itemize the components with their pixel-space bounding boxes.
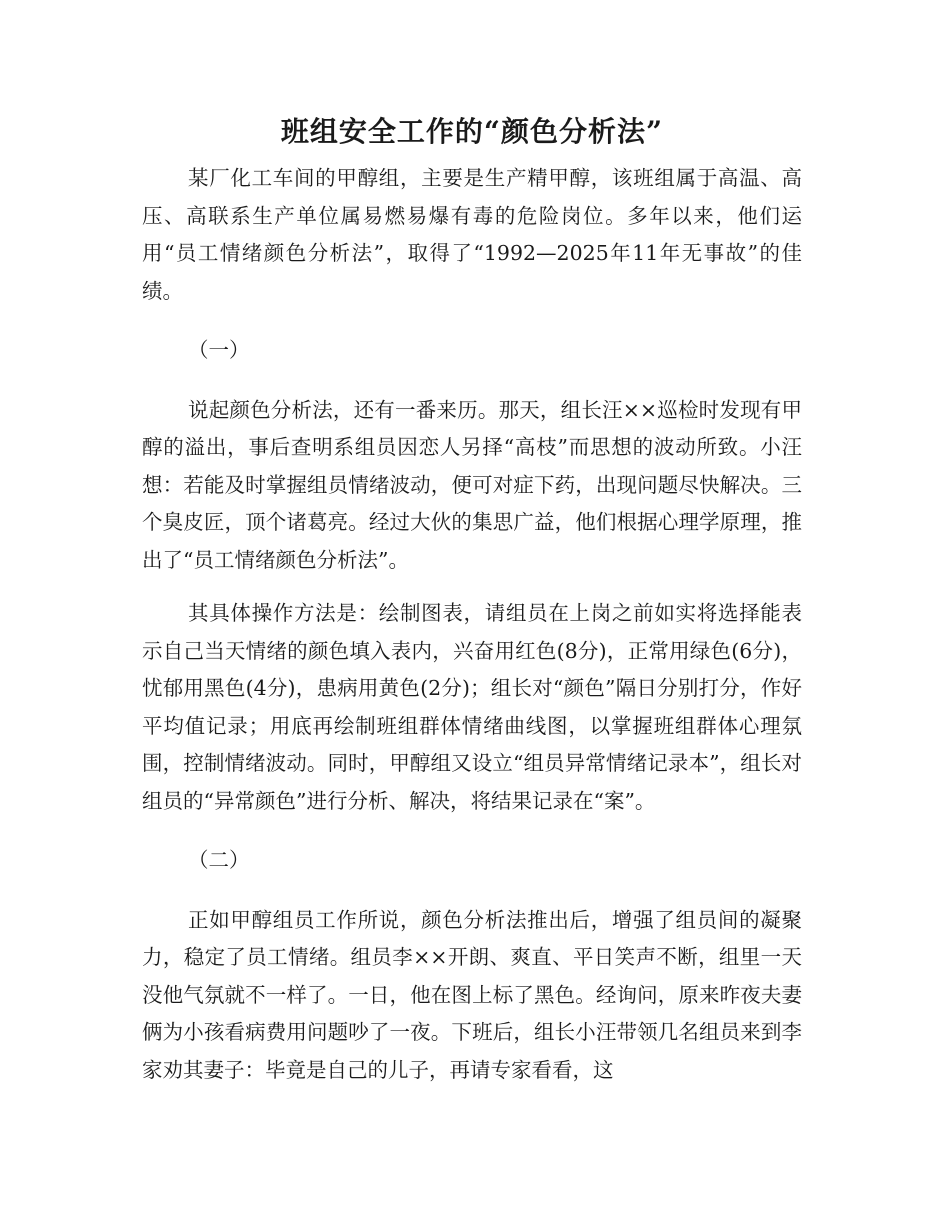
intro-paragraph: 某厂化工车间的甲醇组，主要是生产精甲醇，该班组属于高温、高压、高联系生产单位属易燃易爆有毒的危险岗位。多年以来，他们运用“员工情绪颜色分析法”，取得了“1992—2025年11年无事故”的佳绩。 (142, 166, 802, 303)
document-title: 班组安全工作的“颜色分析法” (280, 115, 664, 148)
section-one-heading: （一） (188, 338, 250, 362)
origin-paragraph: 说起颜色分析法，还有一番来历。那天，组长汪××巡检时发现有甲醇的溢出，事后查明系组员因恋人另择“高枝”而思想的波动所致。小汪想：若能及时掌握组员情绪波动，便可对症下药，出现问题尽快解决。三个臭皮匠，顶个诸葛亮。经过大伙的集思广益，他们根据心理学原理，推出了“员工情绪颜色分析法”。 (142, 397, 802, 572)
section-two-heading: （二） (188, 848, 250, 872)
document-page (142, 110, 802, 1089)
method-paragraph: 其具体操作方法是：绘制图表，请组员在上岗之前如实将选择能表示自己当天情绪的颜色填入表内，兴奋用红色(8分)，正常用绿色(6分)，忧郁用黑色(4分)，患病用黄色(2分)；组长对“颜色”隔日分别打分，作好平均值记录；用底再绘制班组群体情绪曲线图，以掌握班组群体心理氛围，控制情绪波动。同时，甲醇组又设立“组员异常情绪记录本”，组长对组员的“异常颜色”进行分析、解决，将结果记录在“案”。 (142, 601, 802, 813)
effect-paragraph: 正如甲醇组员工作所说，颜色分析法推出后，增强了组员间的凝聚力，稳定了员工情绪。组员李××开朗、爽直、平日笑声不断，组里一天没他气氛就不一样了。一日，他在图上标了黑色。经询问，原来昨夜夫妻俩为小孩看病费用问题吵了一夜。下班后，组长小汪带领几名组员来到李家劝其妻子：毕竟是自己的儿子，再请专家看看，这 (142, 907, 802, 1082)
